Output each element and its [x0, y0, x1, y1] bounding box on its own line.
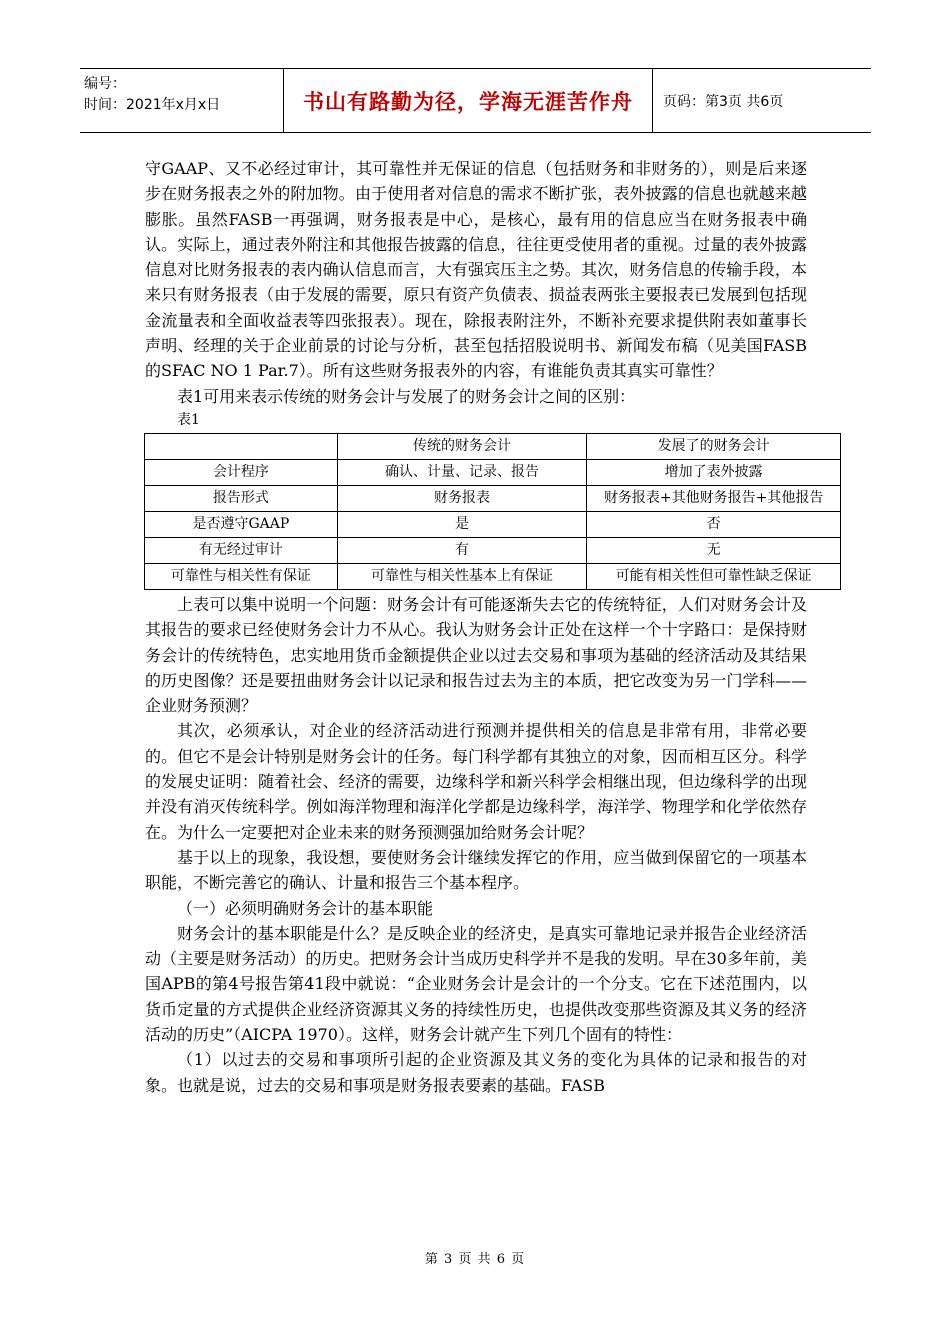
- paragraph: 上表可以集中说明一个问题：财务会计有可能逐渐失去它的传统特征，人们对财务会计及其报告的要求已经使财务会计力不从心。我认为财务会计正处在这样一个十字路口：是保持财务会计的传统特色，忠实地用货币金额提供企业以过去交易和事项为基础的经济活动及其结果的历史图像？还是要扭曲财务会计以记录和报告过去为主的本质，把它改变为另一门学科——企业财务预测？: [145, 594, 807, 716]
- table-row: [145, 459, 841, 485]
- table-cell: 可靠性与相关性有保证: [145, 563, 338, 589]
- table-row: [145, 511, 841, 537]
- paragraph: 表1可用来表示传统的财务会计与发展了的财务会计之间的区别：: [177, 386, 636, 406]
- table-header-cell: 传统的财务会计: [337, 433, 587, 459]
- table-cell: 财务报表: [337, 485, 587, 511]
- section-heading: （一）必须明确财务会计的基本职能: [177, 898, 434, 918]
- table-cell: 报告形式: [145, 485, 338, 511]
- code-label: 编号：: [84, 76, 126, 92]
- paragraph: 守GAAP、又不必经过审计，其可靠性并无保证的信息（包括财务和非财务的），则是后来逐步在财务报表之外的附加物。由于使用者对信息的需求不断扩张，表外披露的信息也就越来越膨胀。虽然FASB一再强调，财务报表是中心，是核心，最有用的信息应当在财务报表中确认。实际上，通过表外附注和其他报告披露的信息，往往更受使用者的重视。过量的表外披露信息对比财务报表的表内确认信息而言，大有强宾压主之势。其次，财务信息的传输手段，本来只有财务报表（由于发展的需要，原只有资产负债表、损益表两张主要报表已发展到包括现金流量表和全面收益表等四张报表）。现在，除报表附注外，不断补充要求提供附表如董事长声明、经理的关于企业前景的讨论与分析，甚至包括招股说明书、新闻发布稿（见美国FASB的SFAC NO 1 Par.7）。所有这些财务报表外的内容，有谁能负责其真实可靠性？: [145, 159, 807, 381]
- table-caption: 表1: [177, 411, 200, 428]
- paragraph: （1）以过去的交易和事项所引起的企业资源及其义务的变化为具体的记录和报告的对象。也就是说，过去的交易和事项是财务报表要素的基础。FASB: [145, 1050, 807, 1095]
- header-page-info: 页码：第3页 共6页: [663, 93, 784, 110]
- table-cell: 是否遵守GAAP: [145, 511, 338, 537]
- table-row: [145, 485, 841, 511]
- table-cell: 增加了表外披露: [587, 459, 841, 485]
- header-meta: [80, 69, 283, 132]
- table-cell: 可靠性与相关性基本上有保证: [337, 563, 587, 589]
- page-footer: 第 3 页 共 6 页: [424, 1252, 526, 1267]
- table-row: [145, 563, 841, 589]
- table-cell: 否: [587, 511, 841, 537]
- table-cell: 是: [337, 511, 587, 537]
- time-label: 时间：2021年x月x日: [84, 97, 221, 113]
- paragraph: 基于以上的现象，我设想，要使财务会计继续发挥它的作用，应当做到保留它的一项基本职能，不断完善它的确认、计量和报告三个基本程序。: [145, 847, 807, 893]
- paragraph: 其次，必须承认，对企业的经济活动进行预测并提供相关的信息是非常有用，非常必要的。但它不是会计特别是财务会计的任务。每门科学都有其独立的对象，因而相互区分。科学的发展史证明：随着社会、经济的需要，边缘科学和新兴科学会相继出现，但边缘科学的出现并没有消灭传统科学。例如海洋物理和海洋化学都是边缘科学，海洋学、物理学和化学依然存在。为什么一定要把对企业未来的财务预测强加给财务会计呢？: [145, 721, 807, 842]
- table-cell: 有: [337, 537, 587, 563]
- table-cell: 会计程序: [145, 459, 338, 485]
- page-header: [80, 68, 871, 133]
- table-cell: 有无经过审计: [145, 537, 338, 563]
- table-header-row: [145, 433, 841, 459]
- paragraph: 财务会计的基本职能是什么？是反映企业的经济史，是真实可靠地记录并报告企业经济活动（主要是财务活动）的历史。把财务会计当成历史科学并不是我的发明。早在30多年前，美国APB的第4号报告第41段中就说：“企业财务会计是会计的一个分支。它在下述范围内，以货币定量的方式提供企业经济资源其义务的持续性历史，也提供改变那些资源及其义务的经济活动的历史”（AICPA 1970）。这样，财务会计就产生下列几个固有的特性：: [145, 923, 807, 1045]
- document-body: [145, 156, 824, 1098]
- table-cell: 财务报表+其他财务报告+其他报告: [587, 485, 841, 511]
- table-header-cell: [145, 433, 338, 459]
- table-cell: 无: [587, 537, 841, 563]
- comparison-table: [144, 433, 841, 590]
- table-cell: 确认、计量、记录、报告: [337, 459, 587, 485]
- table-row: [145, 537, 841, 563]
- table-header-cell: 发展了的财务会计: [587, 433, 841, 459]
- table-cell: 可能有相关性但可靠性缺乏保证: [587, 563, 841, 589]
- header-motto: 书山有路勤为径，学海无涯苦作舟: [283, 69, 653, 132]
